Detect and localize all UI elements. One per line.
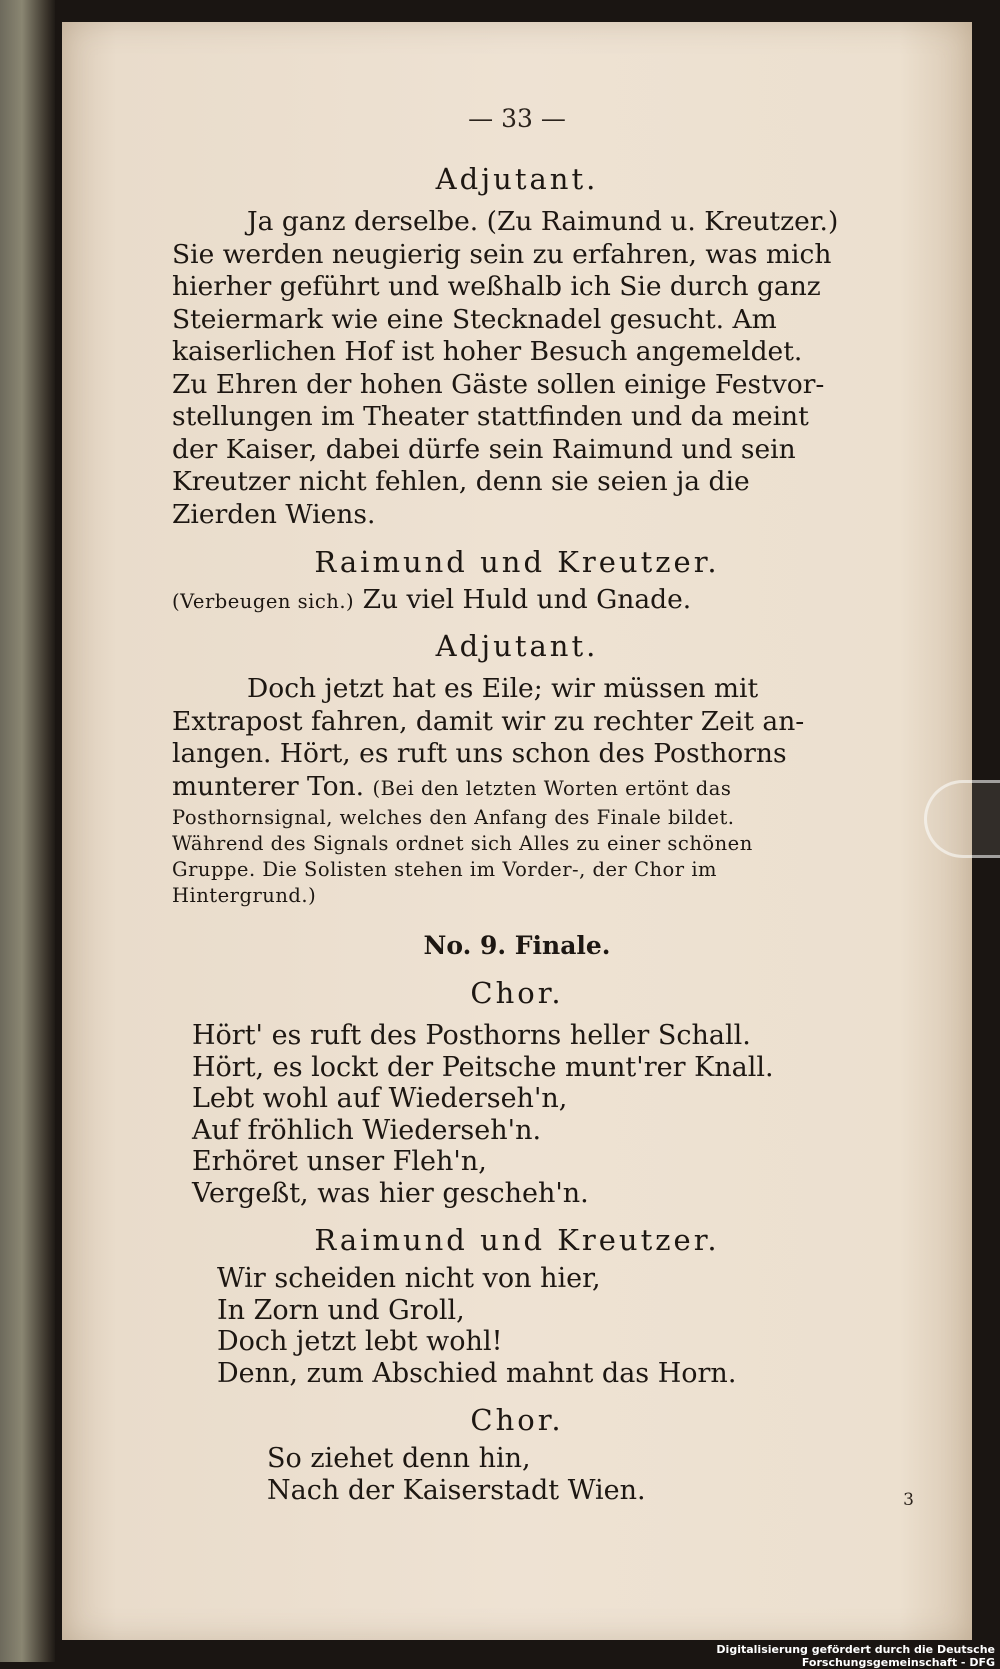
verse-block-1: [172, 1020, 862, 1209]
speaker-chor: Chor.: [470, 1403, 564, 1437]
page-number: — 33 —: [468, 104, 566, 133]
para-line: Ja ganz derselbe. (Zu Raimund u. Kreutzer.): [247, 206, 839, 237]
paragraph-2: [172, 673, 862, 909]
para-line: Zu Ehren der hohen Gäste sollen einige Festvor-: [172, 368, 825, 400]
para-line: der Kaiser, dabei dürfe sein Raimund und sein: [172, 433, 796, 465]
paragraph-1: [172, 206, 862, 531]
spoken-line: Zu viel Huld und Gnade.: [362, 584, 692, 615]
page-clip: [924, 780, 1000, 858]
para-line: kaiserlichen Hof ist hoher Besuch angemeldet.: [172, 336, 803, 367]
stage-line: Gruppe. Die Solisten stehen im Vorder-, der Chor im: [172, 858, 718, 881]
finale-heading: No. 9. Finale.: [423, 931, 611, 960]
verse-line: Erhöret unser Fleh'n,: [192, 1146, 487, 1177]
book-page: [62, 22, 972, 1640]
para-line: Steiermark wie eine Stecknadel gesucht. Am: [172, 303, 777, 335]
para-line-with-stage: [172, 771, 862, 806]
spoken-text: munterer Ton.: [172, 770, 365, 802]
stage-direction: (Bei den letzten Worten ertönt das: [372, 776, 732, 800]
stage-line: Posthornsignal, welches den Anfang des Finale bildet.: [172, 806, 735, 829]
stage-line: [172, 583, 862, 619]
para-line: hierher geführt und weßhalb ich Sie durch ganz: [172, 271, 821, 302]
verse-block-3: [172, 1443, 862, 1506]
para-line: Doch jetzt hat es Eile; wir müssen mit: [247, 673, 759, 704]
speaker-adjutant: Adjutant.: [435, 162, 599, 196]
para-line: Extrapost fahren, damit wir zu rechter Zeit an-: [172, 705, 805, 737]
speaker-raimund-kreutzer: Raimund und Kreutzer.: [314, 1223, 720, 1257]
verse-line: Nach der Kaiserstadt Wien.: [267, 1474, 646, 1506]
para-line: Zierden Wiens.: [172, 498, 376, 530]
verse-block-2: [172, 1263, 862, 1389]
verse-line: Auf fröhlich Wiederseh'n.: [192, 1114, 542, 1146]
speaker-adjutant: Adjutant.: [435, 629, 599, 663]
stage-line: Während des Signals ordnet sich Alles zu einer schönen: [172, 832, 753, 855]
dfg-credit: Digitalisierung gefördert durch die Deutsche Forschungsgemeinschaft - DFG: [716, 1643, 995, 1669]
verse-line: Lebt wohl auf Wiederseh'n,: [192, 1083, 568, 1114]
signature-mark: 3: [903, 1490, 914, 1510]
para-line: Kreutzer nicht fehlen, denn sie seien ja die: [172, 466, 750, 497]
page-content: [172, 162, 862, 1506]
verse-line: Doch jetzt lebt wohl!: [217, 1326, 503, 1357]
speaker-chor: Chor.: [470, 976, 564, 1010]
stage-line: Hintergrund.): [172, 884, 317, 907]
stage-direction: (Verbeugen sich.): [172, 590, 355, 613]
verse-line: So ziehet denn hin,: [267, 1443, 531, 1474]
verse-line: Hört, es lockt der Peitsche munt'rer Knall.: [192, 1051, 774, 1083]
speaker-raimund-kreutzer: Raimund und Kreutzer.: [314, 545, 720, 579]
verse-line: Hört' es ruft des Posthorns heller Schall.: [192, 1020, 751, 1051]
adjacent-page-edge: [0, 0, 55, 1662]
para-line: Sie werden neugierig sein zu erfahren, was mich: [172, 238, 832, 270]
para-line: langen. Hört, es ruft uns schon des Posthorns: [172, 738, 787, 769]
verse-line: Denn, zum Abschied mahnt das Horn.: [217, 1357, 737, 1389]
para-line: stellungen im Theater stattfinden und da meint: [172, 401, 809, 432]
verse-line: Vergeßt, was hier gescheh'n.: [192, 1177, 589, 1209]
verse-line: In Zorn und Groll,: [217, 1294, 465, 1326]
verse-line: Wir scheiden nicht von hier,: [217, 1263, 601, 1294]
